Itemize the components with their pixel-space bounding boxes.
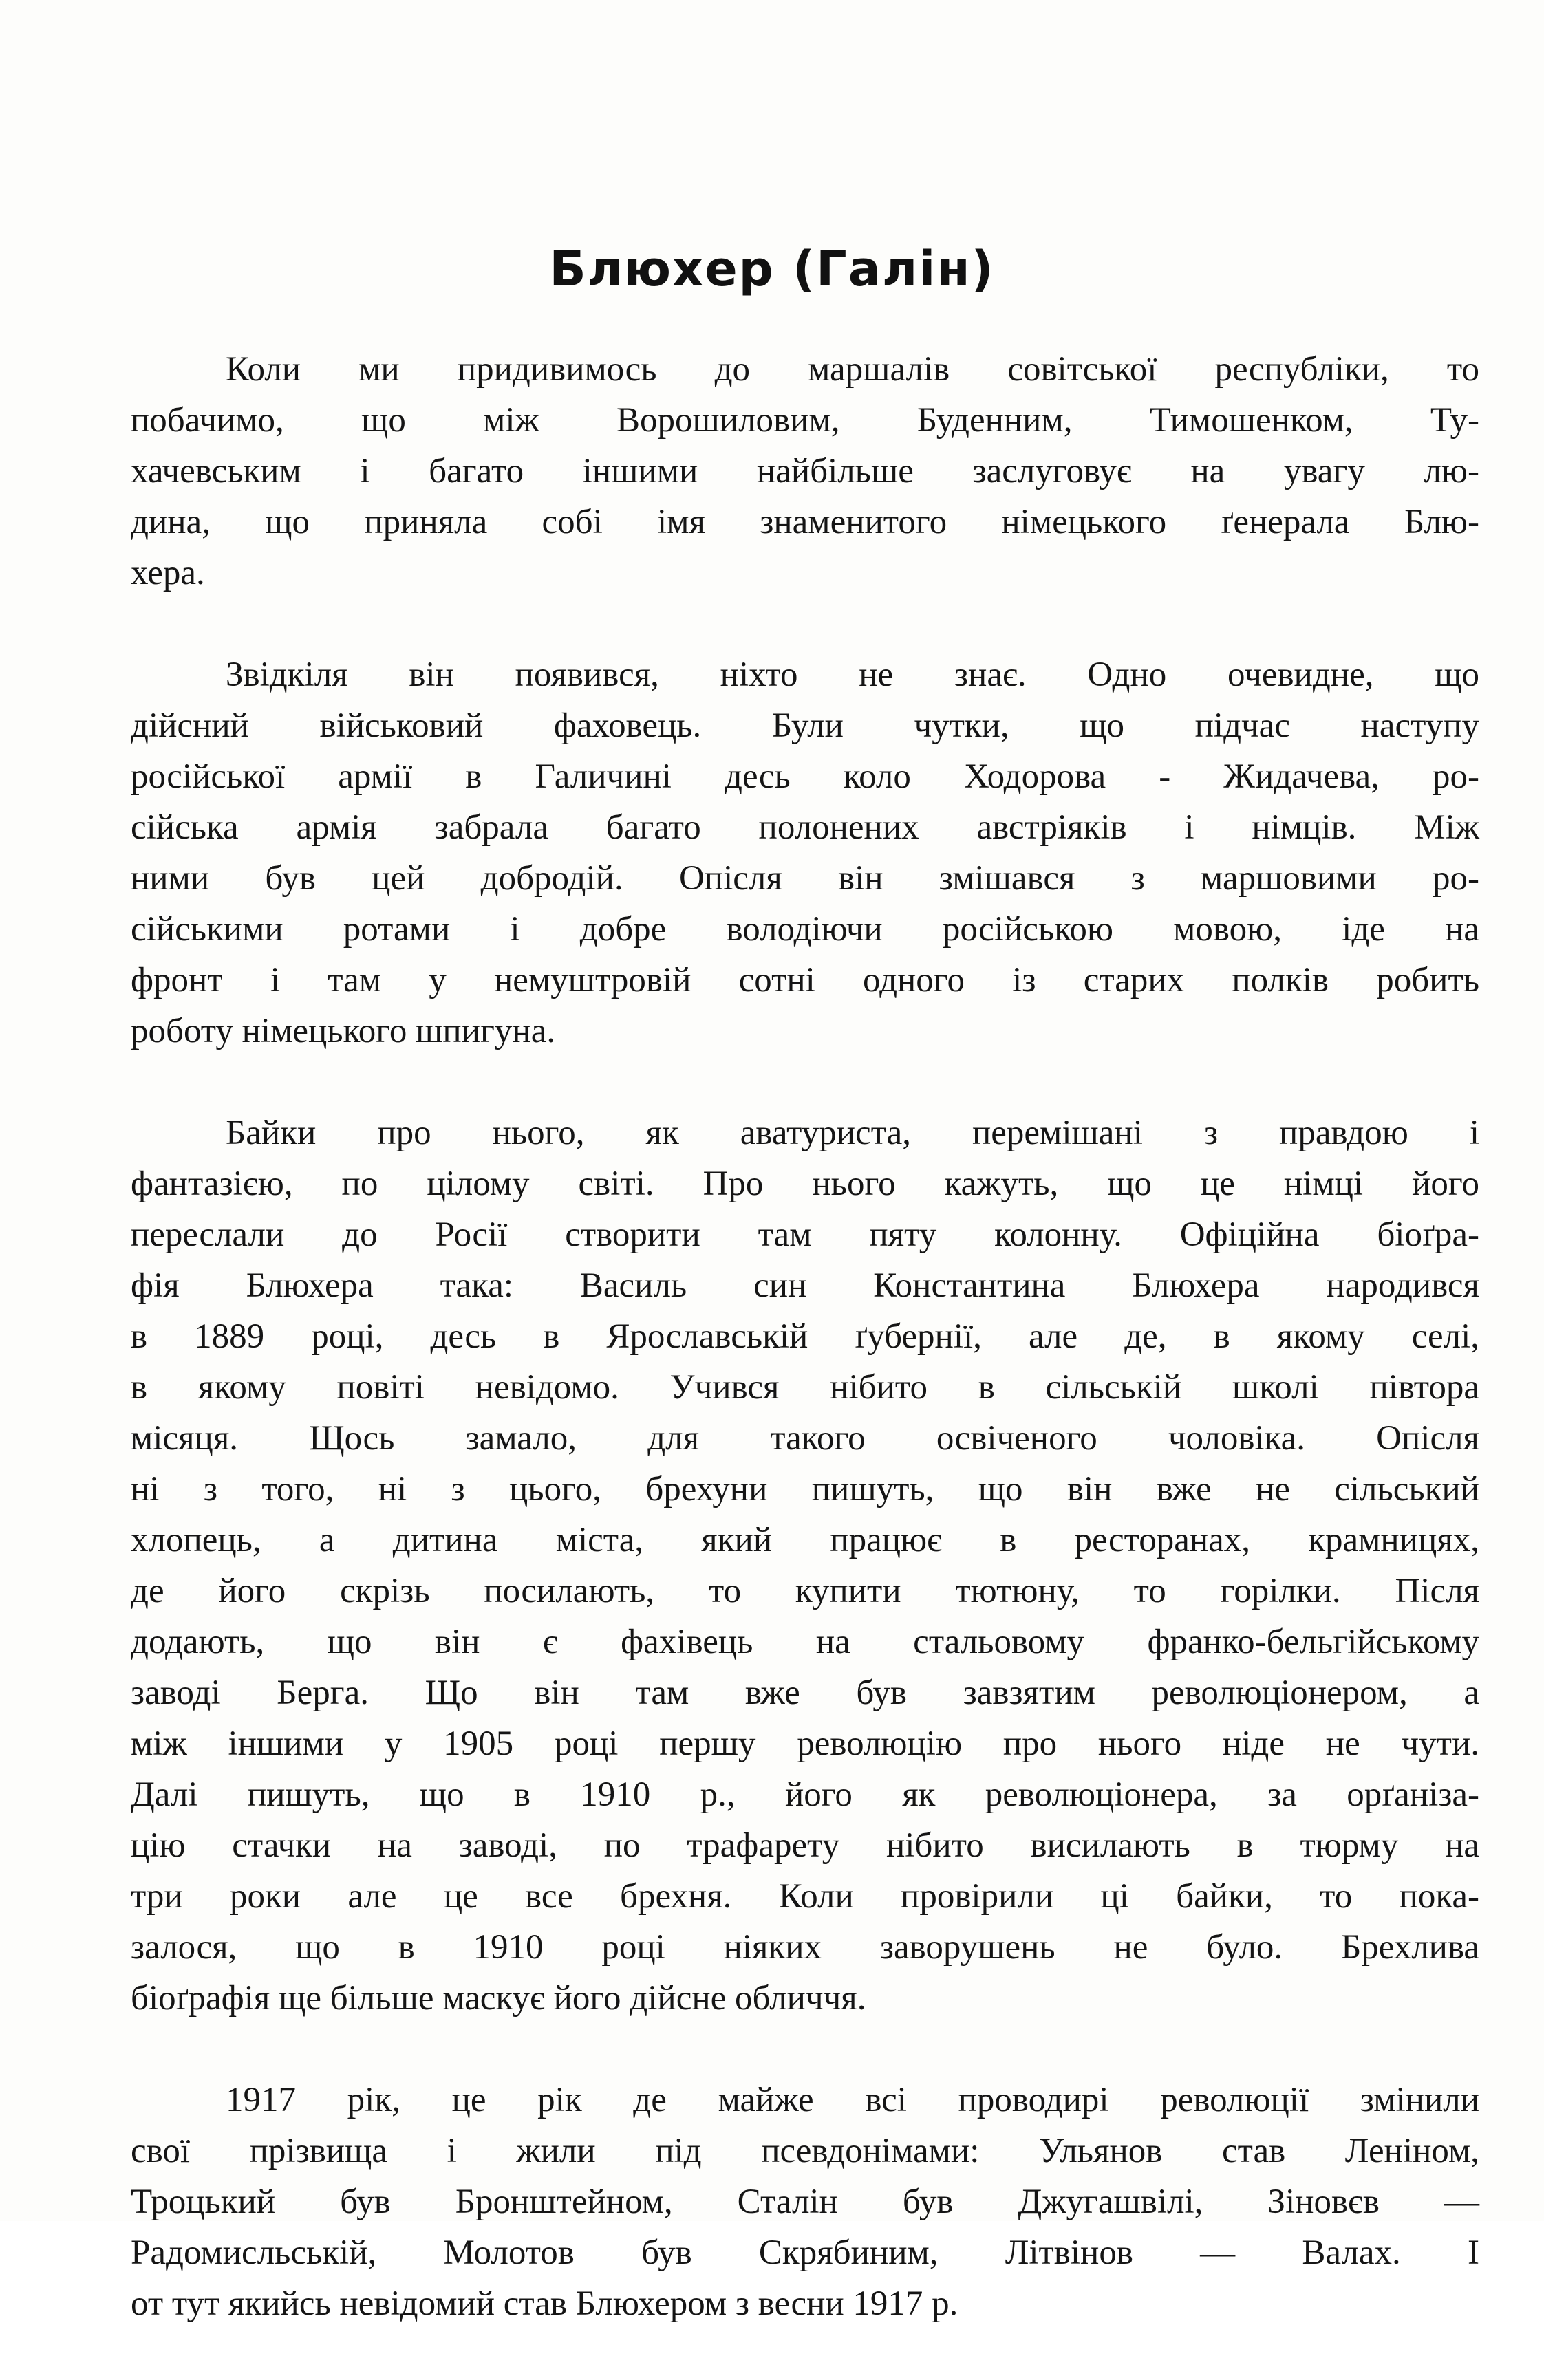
page-title: Блюхер (Галін) [549,241,995,297]
article-body [131,344,1479,2380]
paragraph-2 [131,649,1479,1057]
text-line: в 1889 році, десь в Ярославській ґубернії, але де, в якому селі, [131,1317,1479,1356]
text-line: хлопець, а дитина міста, який працює в ресторанах, крамницях, [131,1521,1479,1559]
text-line: от тут якийсь невідомий став Блюхером з весни 1917 р. [131,2284,958,2323]
text-line: місяця. Щось замало, для такого освіченого чоловіка. Опісля [131,1419,1479,1458]
text-line: дина, що приняла собі імя знаменитого німецького ґенерала Блю- [131,503,1479,541]
text-line: біоґрафія ще більше маскує його дійсне обличчя. [131,1979,866,2017]
text-line: заводі Берга. Що він там вже був завзятим революціонером, а [131,1674,1479,1712]
text-line: фантазією, по цілому світі. Про нього кажуть, що це німці його [131,1165,1479,1203]
text-line: хачевським і багато іншими найбільше заслуговує на увагу лю- [131,452,1479,490]
text-line: де його скрізь посилають, то купити тютюну, то горілки. Після [131,1572,1479,1610]
text-line: свої прізвища і жили під псевдонімами: Ульянов став Леніном, [131,2132,1479,2170]
paragraph-4 [131,2075,1479,2329]
text-line: 1917 рік, це рік де майже всі проводирі революції змінили [226,2081,1479,2119]
text-line: між іншими у 1905 році першу революцію про нього ніде не чути. [131,1724,1479,1763]
text-line: переслали до Росії створити там пяту колонну. Офіційна біоґра- [131,1215,1479,1254]
text-line: побачимо, що між Ворошиловим, Буденним, Тимошенком, Ту- [131,401,1479,440]
text-line: ними був цей добродій. Опісля він змішався з маршовими ро- [131,859,1479,898]
text-line: сійськими ротами і добре володіючи російською мовою, іде на [131,910,1479,949]
text-line: Звідкіля він появився, ніхто не знає. Одно очевидне, що [226,656,1479,694]
text-line: сійська армія забрала багато полонених австріяків і німців. Між [131,808,1479,847]
text-line: в якому повіті невідомо. Учився нібито в сільській школі півтора [131,1368,1479,1407]
text-line: російської армії в Галичині десь коло Ходорова - Жидачева, ро- [131,757,1479,796]
text-line: ні з того, ні з цього, брехуни пишуть, що він вже не сільський [131,1470,1479,1508]
text-line: фія Блюхера така: Василь син Константина Блюхера народився [131,1266,1479,1305]
paragraph-3 [131,1107,1479,2024]
paragraph-1 [131,344,1479,598]
text-line: фронт і там у немуштровій сотні одного із старих полків робить [131,961,1479,999]
text-line: Коли ми придивимось до маршалів совітської республіки, то [226,350,1479,389]
text-line: дійсний військовий фаховець. Були чутки, що підчас наступу [131,706,1479,745]
text-line: залося, що в 1910 році ніяких заворушень не було. Брехлива [131,1928,1479,1967]
text-line: хера. [131,554,205,592]
text-line: Далі пишуть, що в 1910 р., його як революціонера, за орґаніза- [131,1775,1479,1814]
text-line: Радомисльській, Молотов був Скрябиним, Літвінов — Валах. І [131,2233,1479,2272]
text-line: роботу німецького шпигуна. [131,1012,556,1050]
text-line: додають, що він є фахівець на стальовому франко-бельгійському [131,1623,1479,1661]
text-line: Байки про нього, як аватуриста, перемішані з правдою і [226,1114,1479,1152]
text-line: цію стачки на заводі, по трафарету нібито висилають в тюрму на [131,1826,1479,1865]
text-line: Троцький був Бронштейном, Сталін був Джугашвілі, Зіновєв — [131,2183,1479,2221]
text-line: три роки але це все брехня. Коли провірили ці байки, то пока- [131,1877,1479,1916]
